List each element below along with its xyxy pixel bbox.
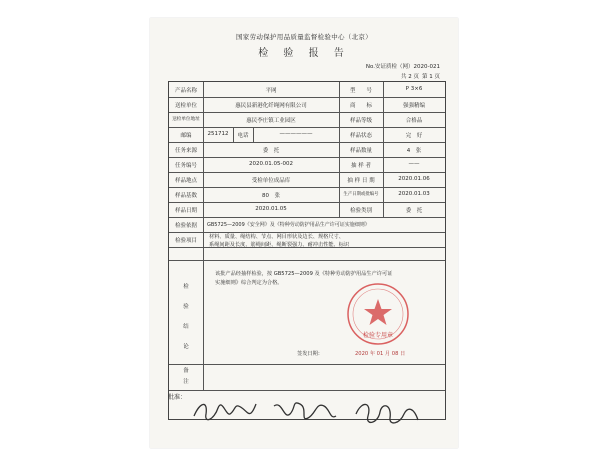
phone-value: —————— bbox=[279, 131, 313, 137]
row-line bbox=[169, 217, 445, 218]
sample-qty-label: 样品数量 bbox=[349, 148, 372, 154]
conclusion-label-char: 验 bbox=[183, 304, 189, 310]
row-line bbox=[169, 142, 445, 143]
row-line bbox=[169, 187, 445, 188]
model-label: 型 号 bbox=[349, 88, 372, 94]
page-total: 共 2 页 bbox=[401, 74, 419, 80]
sample-state-value: 完 好 bbox=[405, 133, 423, 139]
sampling-place-value: 受检单位成品库 bbox=[251, 178, 291, 184]
task-no-value: 2020.01.05-002 bbox=[249, 161, 293, 167]
sample-grade-label: 样品等级 bbox=[349, 118, 372, 124]
row-line bbox=[169, 112, 445, 113]
conclusion-line-2: 实施细则》综合判定为合格。 bbox=[215, 280, 283, 286]
task-no-label: 任务编号 bbox=[174, 163, 197, 169]
sample-grade-value: 合格品 bbox=[405, 118, 423, 124]
row-line bbox=[169, 390, 445, 391]
sampling-place-label: 样品地点 bbox=[174, 178, 197, 184]
issue-date-label: 签发日期： bbox=[297, 351, 323, 357]
sampling-date-value: 2020.01.06 bbox=[398, 176, 430, 182]
items-label: 检验项目 bbox=[174, 238, 197, 244]
conclusion-label-char: 检 bbox=[183, 284, 189, 290]
page-indicator bbox=[398, 72, 440, 80]
sampling-date-label: 抽 样 日 期 bbox=[347, 178, 375, 184]
row-line bbox=[169, 127, 445, 128]
items-line-2: 系绳间距及长度、筋绳间距、绳断裂强力、耐冲击性能、标识 bbox=[209, 242, 350, 248]
postcode-label: 邮编 bbox=[180, 133, 192, 139]
remark-label-char: 备 bbox=[183, 368, 189, 374]
inspect-type-label: 检验类别 bbox=[349, 208, 372, 214]
phone-label: 电话 bbox=[237, 133, 249, 139]
col-line bbox=[203, 82, 204, 390]
conclusion-label-char: 结 bbox=[183, 324, 189, 330]
conclusion-line-1: 该批产品经抽样检验，按 GB5725—2009 及《特种劳动防护用品生产许可证 bbox=[215, 271, 393, 277]
sample-qty-value: 4 张 bbox=[406, 148, 422, 154]
row-line bbox=[169, 260, 445, 261]
approve-label: 批准： bbox=[168, 394, 187, 401]
row-line bbox=[169, 202, 445, 203]
row-line bbox=[169, 364, 445, 365]
model-value: P 3×6 bbox=[405, 86, 423, 92]
sender-address-label: 送检单位地址 bbox=[172, 117, 200, 122]
row-line bbox=[169, 97, 445, 98]
signature-inspector bbox=[350, 394, 422, 432]
sender-address-value: 惠民李庄镇工业园区 bbox=[246, 118, 296, 124]
sampler-value: —— bbox=[408, 161, 420, 167]
inspection-table bbox=[168, 81, 446, 420]
base-qty-label: 样品基数 bbox=[174, 193, 197, 199]
sampler-label: 抽 样 者 bbox=[351, 163, 371, 169]
row-line bbox=[169, 172, 445, 173]
report-page bbox=[150, 18, 458, 448]
signature-reviewer bbox=[270, 394, 340, 428]
trademark-label: 商 标 bbox=[349, 103, 372, 109]
production-value: 2020.01.03 bbox=[398, 191, 430, 197]
report-title: 检 验 报 告 bbox=[258, 48, 350, 59]
items-line-1: 材料、质量、绳结构、节点、网目形状及边长、规格尺寸、 bbox=[209, 234, 344, 240]
product-name-label: 产品名称 bbox=[174, 88, 197, 94]
remark-label-char: 注 bbox=[183, 379, 189, 385]
basis-value: GB5725—2009《安全网》及《特种劳动防护用品生产许可证实施细则》 bbox=[207, 222, 370, 228]
trademark-value: 强强精编 bbox=[402, 103, 425, 109]
issue-date: 2020 年 01 月 08 日 bbox=[355, 351, 406, 357]
postcode-value: 251712 bbox=[207, 131, 229, 137]
sample-state-label: 样品状态 bbox=[349, 133, 372, 139]
page-current: 第 1 页 bbox=[422, 74, 440, 80]
sender-value: 惠民县新港化纤绳网有限公司 bbox=[235, 103, 307, 109]
sample-date-label: 样品日期 bbox=[174, 208, 197, 214]
product-name: 平网 bbox=[265, 88, 277, 94]
inspection-seal bbox=[345, 281, 411, 347]
sample-date-value: 2020.01.05 bbox=[255, 206, 287, 212]
seal-text: 检验专用章 bbox=[362, 332, 394, 339]
basis-label: 检验依据 bbox=[174, 223, 197, 229]
conclusion-label-char: 论 bbox=[183, 344, 189, 350]
org-title: 国家劳动保护用品质量监督检验中心（北京） bbox=[236, 33, 372, 41]
production-label: 生产日期或批编号 bbox=[343, 192, 379, 197]
report-number: No.安证质检（网）2020-021 bbox=[365, 64, 440, 70]
row-line bbox=[169, 157, 445, 158]
task-source-label: 任务来源 bbox=[174, 148, 197, 154]
base-qty-value: 80 张 bbox=[262, 193, 280, 199]
sender-label: 送检单位 bbox=[174, 103, 197, 109]
signature-approver bbox=[190, 394, 260, 428]
task-source-value: 委 托 bbox=[262, 148, 280, 154]
inspect-type-value: 委 托 bbox=[405, 208, 423, 214]
